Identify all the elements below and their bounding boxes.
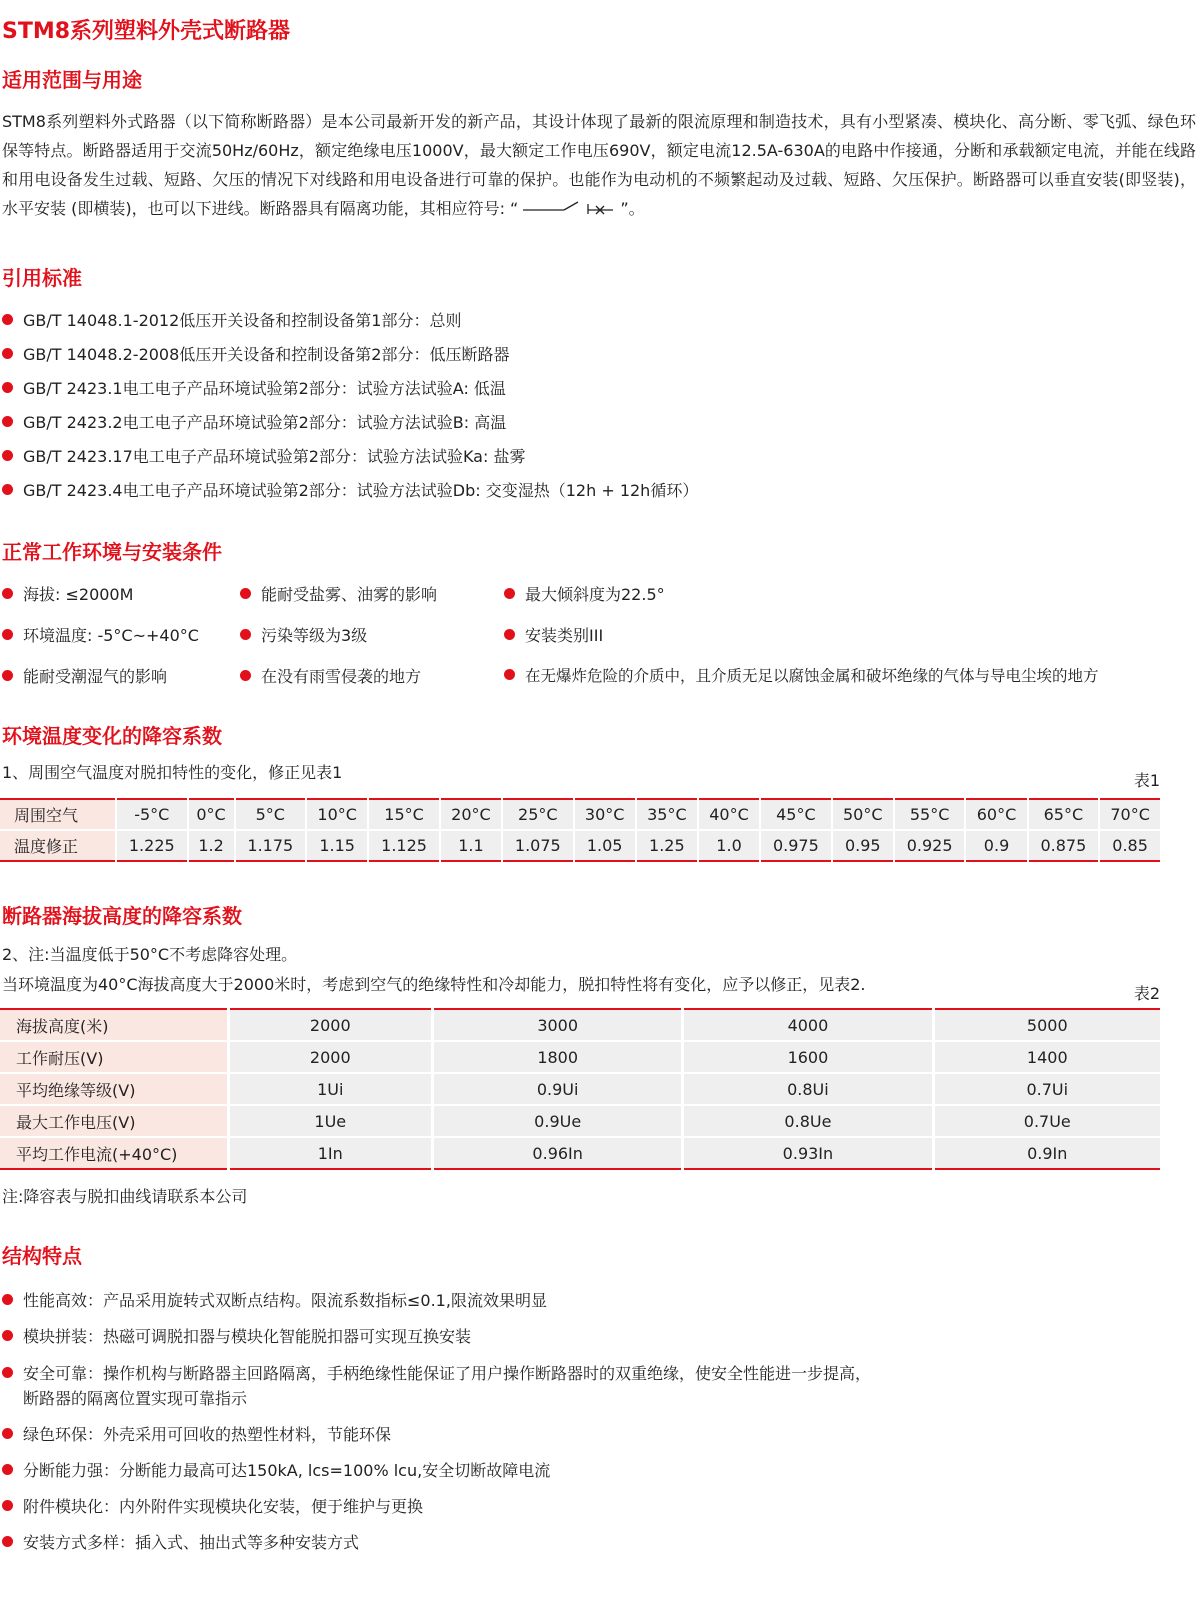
bullet-icon — [240, 588, 251, 599]
table-cell: 0.9In — [933, 1137, 1160, 1169]
list-item: GB/T 2423.4电工电子产品环境试验第2部分：试验方法试验Db: 交变湿热（12h + 12h循环） — [2, 478, 698, 501]
list-item-continuation: 断路器的隔离位置实现可靠指示 — [23, 1389, 248, 1408]
table-cell: 1.2 — [188, 830, 235, 861]
section-heading-altitude-derating: 断路器海拔高度的降容系数 — [2, 904, 242, 928]
bullet-icon — [2, 588, 13, 599]
table-cell: 40°C — [698, 799, 760, 830]
bullet-icon — [240, 670, 251, 681]
table-cell: 3000 — [433, 1009, 683, 1041]
table-cell: 1.15 — [306, 830, 368, 861]
page-title: STM8系列塑料外壳式断路器 — [2, 19, 291, 44]
scope-text-end: ”。 — [620, 199, 645, 218]
table-cell: -5°C — [116, 799, 188, 830]
table-cell: 1.225 — [116, 830, 188, 861]
list-item: GB/T 2423.1电工电子产品环境试验第2部分：试验方法试验A: 低温 — [2, 376, 506, 399]
bullet-icon — [2, 670, 13, 681]
table-cell: 0.96In — [433, 1137, 683, 1169]
table-row-header: 最大工作电压(V) — [0, 1105, 228, 1137]
table-cell: 0.95 — [832, 830, 894, 861]
table-cell: 1.05 — [574, 830, 636, 861]
table-cell: 1In — [228, 1137, 433, 1169]
bullet-icon — [2, 484, 13, 495]
table-cell: 25°C — [502, 799, 574, 830]
table-row — [0, 1041, 1160, 1073]
section-heading-environment: 正常工作环境与安装条件 — [2, 540, 222, 564]
table-cell: 1400 — [933, 1041, 1160, 1073]
table-row — [0, 799, 1160, 830]
altitude-derating-table — [0, 1008, 1160, 1170]
bullet-icon — [2, 450, 13, 461]
table1-label: 表1 — [1133, 771, 1160, 790]
list-item: 安装方式多样：插入式、抽出式等多种安装方式 — [2, 1530, 359, 1553]
table-cell: 0.9Ui — [433, 1073, 683, 1105]
table-row-header: 平均工作电流(+40°C) — [0, 1137, 228, 1169]
list-item: 安全可靠：操作机构与断路器主回路隔离，手柄绝缘性能保证了用户操作断路器时的双重绝缘，使安全性能进一步提高， — [2, 1361, 871, 1384]
list-item: GB/T 14048.1-2012低压开关设备和控制设备第1部分：总则 — [2, 308, 461, 331]
list-item: 在无爆炸危险的介质中，且介质无足以腐蚀金属和破坏绝缘的气体与导电尘埃的地方 — [504, 664, 1099, 686]
table-cell: 60°C — [965, 799, 1027, 830]
bullet-icon — [2, 416, 13, 427]
scope-paragraph — [2, 107, 1196, 224]
altitude-footnote: 注:降容表与脱扣曲线请联系本公司 — [2, 1187, 248, 1206]
table-cell: 45°C — [760, 799, 832, 830]
list-item: GB/T 2423.17电工电子产品环境试验第2部分：试验方法试验Ka: 盐雾 — [2, 444, 525, 467]
isolating-switch-symbol-icon — [520, 195, 618, 224]
list-item: 绿色环保：外壳采用可回收的热塑性材料，节能环保 — [2, 1422, 391, 1445]
bullet-icon — [2, 1428, 13, 1439]
table-cell: 0.85 — [1099, 830, 1160, 861]
table-cell: 0.9 — [965, 830, 1027, 861]
table-cell: 1.075 — [502, 830, 574, 861]
scope-text: STM8系列塑料外式路器（以下简称断路器）是本公司最新开发的新产品，其设计体现了最新的限流原理和制造技术，具有小型紧凑、模块化、高分断、零飞弧、绿色环保等特点。断路器适用于交流50Hz/60Hz，额定绝缘电压1000V，最大额定工作电压690V，额定电流12.5A-630A的电路中作接通，分断和承载额定电流，并能在线路和用电设备发生过载、短路、欠压的情况下对线路和用电设备进行可靠的保护。也能作为电动机的不频繁起动及过载、短路、欠压保护。断路器可以垂直安装(即竖装)，水平安装 (即横装)，也可以下进线。断路器具有隔离功能，其相应符号: “ — [2, 112, 1196, 218]
table-cell: 30°C — [574, 799, 636, 830]
table-cell: 1.1 — [440, 830, 502, 861]
section-heading-scope: 适用范围与用途 — [2, 68, 142, 92]
table-row-header: 工作耐压(V) — [0, 1041, 228, 1073]
table-cell: 15°C — [368, 799, 440, 830]
table-row — [0, 1137, 1160, 1169]
table-cell: 0.875 — [1028, 830, 1100, 861]
altitude-note-2: 当环境温度为40°C海拔高度大于2000米时，考虑到空气的绝缘特性和冷却能力，脱扣特性将有变化，应予以修正，见表2. — [2, 975, 866, 994]
list-item: 环境温度: -5°C~+40°C — [2, 623, 199, 646]
bullet-icon — [2, 1330, 13, 1341]
table-cell: 1Ui — [228, 1073, 433, 1105]
table-cell: 4000 — [683, 1009, 933, 1041]
bullet-icon — [504, 588, 515, 599]
bullet-icon — [2, 1367, 13, 1378]
table-row — [0, 1073, 1160, 1105]
table-cell: 1.125 — [368, 830, 440, 861]
section-heading-features: 结构特点 — [2, 1244, 82, 1268]
table-row-header: 海拔高度(米) — [0, 1009, 228, 1041]
table-cell: 10°C — [306, 799, 368, 830]
list-item: 污染等级为3级 — [240, 623, 367, 646]
table-cell: 5°C — [235, 799, 307, 830]
table-row — [0, 830, 1160, 861]
temp-derating-table — [0, 798, 1160, 862]
altitude-note-1: 2、注:当温度低于50°C不考虑降容处理。 — [2, 945, 298, 964]
table-cell: 2000 — [228, 1009, 433, 1041]
bullet-icon — [2, 629, 13, 640]
list-item: 模块拼装：热磁可调脱扣器与模块化智能脱扣器可实现互换安装 — [2, 1324, 471, 1347]
table-row-header: 平均绝缘等级(V) — [0, 1073, 228, 1105]
table-row-header: 温度修正 — [0, 830, 116, 861]
list-item: 海拔: ≤2000M — [2, 582, 133, 605]
table-cell: 5000 — [933, 1009, 1160, 1041]
table-cell: 1.175 — [235, 830, 307, 861]
bullet-icon — [504, 629, 515, 640]
table-cell: 1Ue — [228, 1105, 433, 1137]
table-cell: 0°C — [188, 799, 235, 830]
table-cell: 0.8Ui — [683, 1073, 933, 1105]
bullet-icon — [2, 1464, 13, 1475]
table-row — [0, 1009, 1160, 1041]
table-row — [0, 1105, 1160, 1137]
list-item: GB/T 14048.2-2008低压开关设备和控制设备第2部分：低压断路器 — [2, 342, 509, 365]
list-item: 分断能力强：分断能力最高可达150kA, lcs=100% lcu,安全切断故障电流 — [2, 1458, 550, 1481]
bullet-icon — [2, 1500, 13, 1511]
list-item: 附件模块化：内外附件实现模块化安装，便于维护与更换 — [2, 1494, 423, 1517]
section-heading-temp-derating: 环境温度变化的降容系数 — [2, 724, 222, 748]
list-item: GB/T 2423.2电工电子产品环境试验第2部分：试验方法试验B: 高温 — [2, 410, 506, 433]
bullet-icon — [2, 1294, 13, 1305]
table-cell: 0.925 — [894, 830, 966, 861]
section-heading-standards: 引用标准 — [2, 266, 82, 290]
table-cell: 65°C — [1028, 799, 1100, 830]
table-cell: 1.0 — [698, 830, 760, 861]
list-item: 能耐受潮湿气的影响 — [2, 664, 167, 687]
table-cell: 70°C — [1099, 799, 1160, 830]
table-cell: 0.7Ui — [933, 1073, 1160, 1105]
table-cell: 0.975 — [760, 830, 832, 861]
table-cell: 55°C — [894, 799, 966, 830]
list-item: 性能高效：产品采用旋转式双断点结构。限流系数指标≤0.1,限流效果明显 — [2, 1288, 547, 1311]
bullet-icon — [504, 669, 515, 680]
list-item: 最大倾斜度为22.5° — [504, 582, 665, 605]
table-cell: 35°C — [636, 799, 698, 830]
table-cell: 1.25 — [636, 830, 698, 861]
table-cell: 50°C — [832, 799, 894, 830]
table-cell: 1600 — [683, 1041, 933, 1073]
bullet-icon — [240, 629, 251, 640]
bullet-icon — [2, 348, 13, 359]
table-cell: 1800 — [433, 1041, 683, 1073]
table-cell: 0.93In — [683, 1137, 933, 1169]
table-cell: 0.9Ue — [433, 1105, 683, 1137]
table-cell: 0.8Ue — [683, 1105, 933, 1137]
table-row-header: 周围空气 — [0, 799, 116, 830]
list-item: 安装类别III — [504, 623, 603, 646]
list-item: 在没有雨雪侵袭的地方 — [240, 664, 421, 687]
bullet-icon — [2, 314, 13, 325]
table-cell: 20°C — [440, 799, 502, 830]
table2-label: 表2 — [1133, 984, 1160, 1003]
table-cell: 2000 — [228, 1041, 433, 1073]
bullet-icon — [2, 382, 13, 393]
temp-derating-note: 1、周围空气温度对脱扣特性的变化，修正见表1 — [2, 763, 343, 782]
list-item: 能耐受盐雾、油雾的影响 — [240, 582, 437, 605]
table-cell: 0.7Ue — [933, 1105, 1160, 1137]
bullet-icon — [2, 1536, 13, 1547]
